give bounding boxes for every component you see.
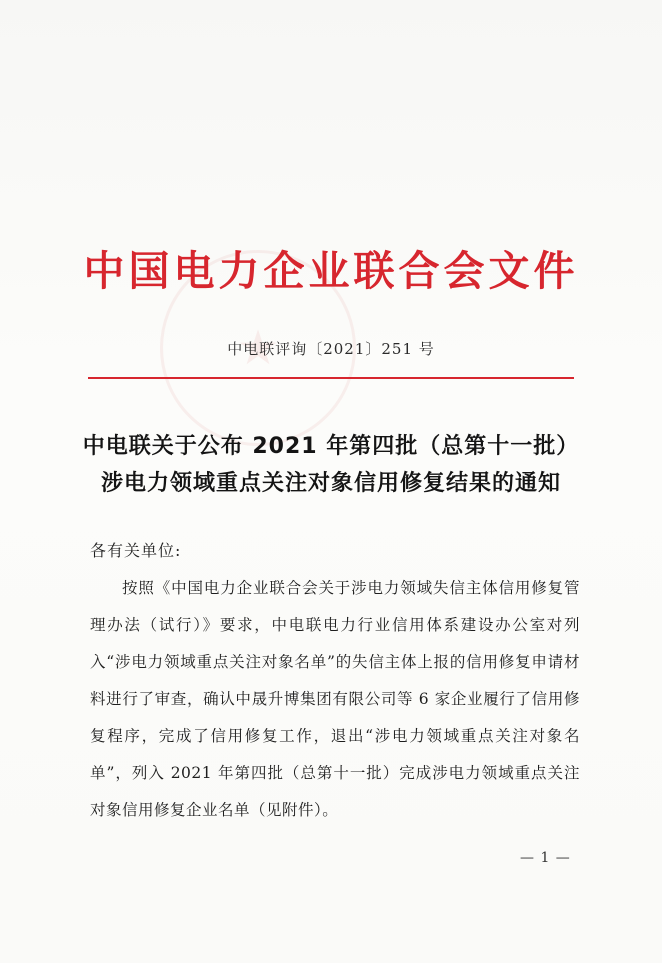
notice-title-line-1: 中电联关于公布 2021 年第四批（总第十一批） xyxy=(82,434,580,459)
document-header-title: 中国电力企业联合会文件 xyxy=(83,247,579,295)
header-red-divider xyxy=(88,377,574,379)
addressee: 各有关单位: xyxy=(90,541,182,560)
notice-title-line-2: 涉电力领域重点关注对象信用修复结果的通知 xyxy=(100,471,561,496)
body-paragraph: 按照《中国电力企业联合会关于涉电力领域失信主体信用修复管理办法（试行）》要求，中电联电力行业信用体系建设办公室对列入“涉电力领域重点关注对象名单”的失信主体上报的信用修复申请材料进行了审查，确认中晟升博集团有限公司等 6 家企业履行了信用修复程序，完成了信用修复工作，退出“涉电力领域重点关注对象名单”，列入 2021 年第四批（总第十一批）完成涉电力领域重点关注对象信用修复企业名单（见附件）。 xyxy=(90,579,580,819)
notice-title xyxy=(0,428,662,502)
document-number: 中电联评询〔2021〕251 号 xyxy=(227,340,435,358)
page-number: — 1 — xyxy=(520,850,571,866)
